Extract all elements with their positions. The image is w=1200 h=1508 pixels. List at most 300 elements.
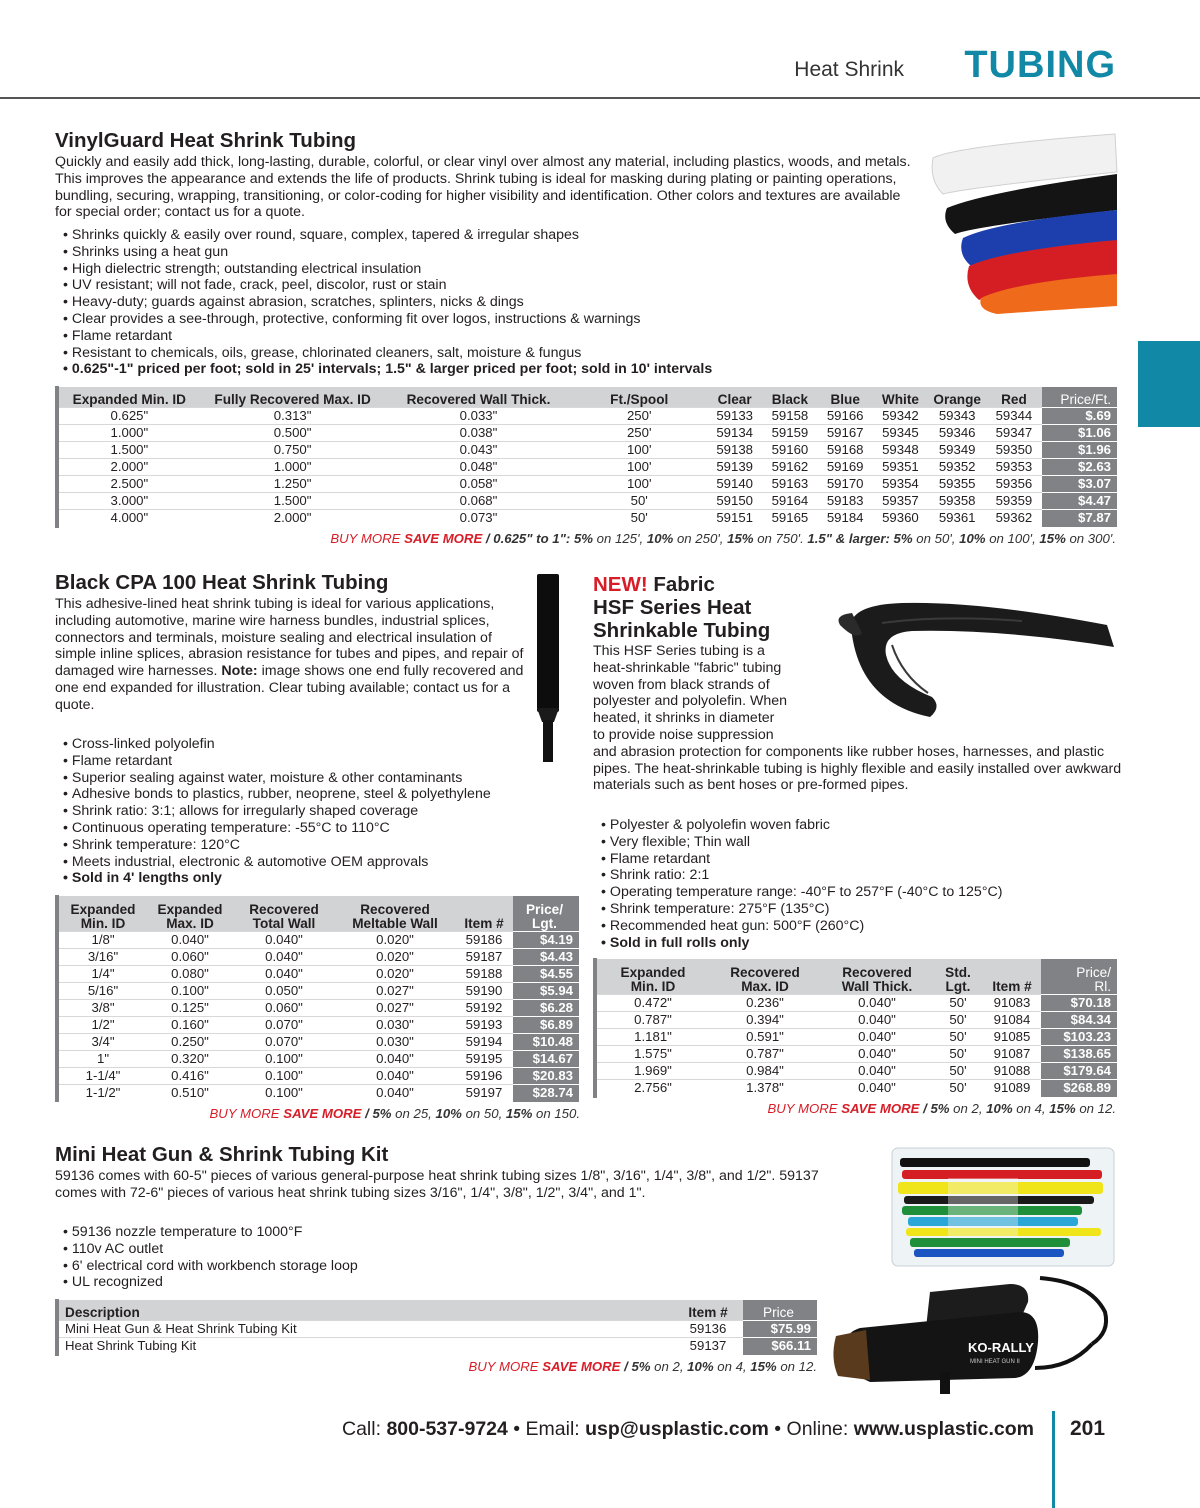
table-cell: 1-1/4" bbox=[59, 1068, 147, 1085]
cpa-bullet: • Shrink temperature: 120°C bbox=[63, 837, 491, 854]
table-cell: 0.027" bbox=[335, 1000, 455, 1017]
table-cell: 1/8" bbox=[59, 932, 147, 949]
table-cell: 59165 bbox=[762, 510, 817, 527]
table-cell: 59187 bbox=[455, 949, 513, 966]
column-header bbox=[513, 896, 579, 932]
table-cell: 0.020" bbox=[335, 966, 455, 983]
discount-pct: 5% bbox=[570, 531, 594, 546]
table-cell: 50' bbox=[571, 493, 707, 510]
vinyl-bullet: • UV resistant; will not fade, crack, peel, discolor, rust or stain bbox=[63, 277, 712, 294]
table-cell: 0.472" bbox=[597, 995, 709, 1012]
table-row bbox=[597, 995, 1117, 1012]
footer-divider bbox=[1052, 1411, 1055, 1508]
table-cell: 100' bbox=[571, 476, 707, 493]
column-header-line: Wall Thick. bbox=[841, 979, 913, 994]
table-cell: 50' bbox=[933, 1012, 983, 1029]
footer-phone[interactable]: 800-537-9724 bbox=[386, 1418, 508, 1440]
table-cell: 59359 bbox=[986, 493, 1041, 510]
fabric-description bbox=[593, 643, 1123, 794]
kit-table-body bbox=[59, 1321, 817, 1355]
price-cell: $70.18 bbox=[1041, 995, 1117, 1012]
column-header-line: Lgt. bbox=[532, 916, 557, 931]
table-cell: 1.000" bbox=[59, 425, 200, 442]
column-header: Orange bbox=[928, 387, 986, 408]
table-cell: 0.416" bbox=[147, 1068, 233, 1085]
separator: / bbox=[919, 1101, 931, 1116]
column-header bbox=[821, 959, 933, 995]
vinyl-title: VinylGuard Heat Shrink Tubing bbox=[55, 129, 357, 152]
discount-qty: on 100', bbox=[985, 531, 1040, 546]
discount-pct: 15% bbox=[727, 531, 754, 546]
table-cell: 0.040" bbox=[821, 995, 933, 1012]
table-header-row bbox=[59, 1300, 817, 1321]
cpa-bullet: • Meets industrial, electronic & automotive OEM approvals bbox=[63, 854, 491, 871]
table-cell: 59138 bbox=[707, 442, 762, 459]
table-cell: 59160 bbox=[762, 442, 817, 459]
table-cell: Heat Shrink Tubing Kit bbox=[59, 1338, 673, 1355]
column-header bbox=[709, 959, 821, 995]
table-cell: 0.320" bbox=[147, 1051, 233, 1068]
column-header: Item # bbox=[673, 1300, 743, 1321]
table-row bbox=[59, 408, 1117, 425]
table-cell: 0.510" bbox=[147, 1085, 233, 1102]
discount-pct: 5% bbox=[889, 531, 913, 546]
table-cell: 0.060" bbox=[233, 1000, 335, 1017]
table-cell: 0.100" bbox=[147, 983, 233, 1000]
column-header-line: Min. ID bbox=[630, 979, 676, 994]
price-cell: $2.63 bbox=[1042, 459, 1117, 476]
table-row bbox=[59, 1000, 579, 1017]
table-cell: 59193 bbox=[455, 1017, 513, 1034]
vinyl-table-body bbox=[59, 408, 1117, 527]
table-row bbox=[597, 1029, 1117, 1046]
table-cell: 91089 bbox=[983, 1080, 1041, 1097]
table-cell: 0.068" bbox=[386, 493, 572, 510]
price-cell: $7.87 bbox=[1042, 510, 1117, 527]
table-cell: 59342 bbox=[873, 408, 928, 425]
column-header: Recovered Wall Thick. bbox=[386, 387, 572, 408]
cpa-bullet: • Superior sealing against water, moisture & other contaminants bbox=[63, 770, 491, 787]
column-header bbox=[147, 896, 233, 932]
cpa-bullet: • Adhesive bonds to plastics, rubber, neoprene, steel & polyethylene bbox=[63, 786, 491, 803]
table-row bbox=[59, 459, 1117, 476]
fabric-bullet: • Operating temperature range: -40°F to 257°F (-40°C to 125°C) bbox=[601, 884, 1002, 901]
table-cell: 0.787" bbox=[597, 1012, 709, 1029]
column-header-line: Item # bbox=[992, 979, 1032, 994]
fabric-table bbox=[597, 958, 1117, 1097]
table-cell: 0.040" bbox=[233, 932, 335, 949]
column-header: Ft./Spool bbox=[571, 387, 707, 408]
discount-pct: 15% bbox=[1049, 1101, 1076, 1116]
discount-group: 1.5" & larger: bbox=[807, 531, 890, 546]
vinyl-bullet: • Clear provides a see-through, protective, conforming fit over logos, instructions & warnings bbox=[63, 311, 712, 328]
table-cell: 59139 bbox=[707, 459, 762, 476]
footer-label: • Email: bbox=[507, 1418, 586, 1440]
vinyl-bullets bbox=[63, 227, 712, 378]
price-cell: $103.23 bbox=[1041, 1029, 1117, 1046]
discount-qty: on 4, bbox=[1012, 1101, 1050, 1116]
discount-qty: on 125', bbox=[593, 531, 647, 546]
separator: / bbox=[361, 1106, 373, 1121]
table-cell: 59140 bbox=[707, 476, 762, 493]
table-cell: 0.080" bbox=[147, 966, 233, 983]
table-cell: 0.250" bbox=[147, 1034, 233, 1051]
kit-buy-more bbox=[468, 1359, 817, 1374]
table-cell: 59362 bbox=[986, 510, 1041, 527]
table-cell: 0.040" bbox=[233, 949, 335, 966]
table-cell: 1.181" bbox=[597, 1029, 709, 1046]
table-cell: 0.033" bbox=[386, 408, 572, 425]
fabric-description-line: This HSF Series tubing is a bbox=[593, 643, 765, 659]
table-row bbox=[59, 949, 579, 966]
column-header-line: Recovered bbox=[360, 902, 430, 917]
table-cell: 0.043" bbox=[386, 442, 572, 459]
column-header: Fully Recovered Max. ID bbox=[200, 387, 386, 408]
table-cell: 1.500" bbox=[200, 493, 386, 510]
table-row bbox=[59, 1034, 579, 1051]
table-cell: 100' bbox=[571, 442, 707, 459]
column-header bbox=[233, 896, 335, 932]
table-cell: 0.058" bbox=[386, 476, 572, 493]
table-cell: 100' bbox=[571, 459, 707, 476]
table-cell: 3.000" bbox=[59, 493, 200, 510]
table-cell: 59133 bbox=[707, 408, 762, 425]
table-cell: 1.378" bbox=[709, 1080, 821, 1097]
discount-qty: on 2, bbox=[949, 1101, 987, 1116]
table-cell: 59188 bbox=[455, 966, 513, 983]
table-cell: 50' bbox=[933, 1046, 983, 1063]
table-cell: 59197 bbox=[455, 1085, 513, 1102]
heat-gun-photo bbox=[830, 1272, 1115, 1397]
table-row bbox=[597, 1063, 1117, 1080]
table-cell: 0.070" bbox=[233, 1017, 335, 1034]
tubing-kit-photo bbox=[888, 1142, 1116, 1270]
table-cell: 59159 bbox=[762, 425, 817, 442]
column-header: Price bbox=[743, 1300, 817, 1321]
column-header-line: Max. ID bbox=[741, 979, 789, 994]
column-header bbox=[1041, 959, 1117, 995]
discount-qty: on 50, bbox=[461, 1106, 506, 1121]
table-cell: 59194 bbox=[455, 1034, 513, 1051]
price-cell: $14.67 bbox=[513, 1051, 579, 1068]
price-cell: $1.96 bbox=[1042, 442, 1117, 459]
cpa-title: Black CPA 100 Heat Shrink Tubing bbox=[55, 571, 389, 594]
column-header-line: Std. bbox=[945, 965, 971, 980]
table-row bbox=[59, 1085, 579, 1102]
table-cell: 59137 bbox=[673, 1338, 743, 1355]
table-cell: 59358 bbox=[928, 493, 986, 510]
fabric-bullets bbox=[601, 817, 1002, 951]
table-cell: 0.050" bbox=[233, 983, 335, 1000]
table-row bbox=[59, 476, 1117, 493]
save-more-label: SAVE MORE bbox=[841, 1101, 920, 1116]
header-subtitle: Heat Shrink bbox=[794, 58, 904, 81]
table-cell: 1/2" bbox=[59, 1017, 147, 1034]
footer-website[interactable]: www.usplastic.com bbox=[853, 1418, 1034, 1440]
table-cell: 0.040" bbox=[335, 1051, 455, 1068]
table-cell: 59168 bbox=[818, 442, 873, 459]
vinyl-tubing-photo bbox=[925, 130, 1120, 315]
column-header bbox=[933, 959, 983, 995]
buy-more-label: BUY MORE bbox=[767, 1101, 842, 1116]
section-tab bbox=[1138, 341, 1200, 427]
discount-qty: on 50', bbox=[912, 531, 960, 546]
table-cell: 59355 bbox=[928, 476, 986, 493]
column-header-line: Item # bbox=[464, 916, 504, 931]
fabric-bullet: • Shrink ratio: 2:1 bbox=[601, 867, 1002, 884]
fabric-description-line: and abrasion protection for components like rubber hoses, harnesses, and plastic pipes. The heat-shrinkable tubing is highly flexible and easily installed over awkward materials such as bent hoses or pre-formed pipes. bbox=[593, 743, 1122, 794]
table-cell: 59163 bbox=[762, 476, 817, 493]
discount-qty: on 150. bbox=[532, 1106, 580, 1121]
column-header bbox=[597, 959, 709, 995]
column-header bbox=[983, 959, 1041, 995]
table-cell: 1" bbox=[59, 1051, 147, 1068]
table-cell: 0.750" bbox=[200, 442, 386, 459]
column-header-line: Expanded bbox=[157, 902, 223, 917]
table-row bbox=[59, 1338, 817, 1355]
cpa-table-body bbox=[59, 932, 579, 1102]
table-cell: 250' bbox=[571, 408, 707, 425]
table-cell: 0.020" bbox=[335, 932, 455, 949]
table-row bbox=[59, 442, 1117, 459]
price-cell: $10.48 bbox=[513, 1034, 579, 1051]
table-cell: 0.040" bbox=[821, 1012, 933, 1029]
cpa-table bbox=[59, 895, 579, 1102]
table-cell: 0.040" bbox=[233, 966, 335, 983]
table-cell: 59183 bbox=[818, 493, 873, 510]
table-cell: 0.040" bbox=[821, 1080, 933, 1097]
cpa-bullet-bold: • Sold in 4' lengths only bbox=[63, 870, 491, 887]
price-cell: $20.83 bbox=[513, 1068, 579, 1085]
vinyl-bullet-bold: • 0.625"-1" priced per foot; sold in 25' intervals; 1.5" & larger priced per foot; sold in 10' intervals bbox=[63, 361, 712, 378]
table-cell: 2.000" bbox=[200, 510, 386, 527]
table-cell: 2.000" bbox=[59, 459, 200, 476]
table-row bbox=[597, 1012, 1117, 1029]
footer-email[interactable]: usp@usplastic.com bbox=[585, 1418, 769, 1440]
table-cell: 59167 bbox=[818, 425, 873, 442]
discount-pct: 15% bbox=[1039, 531, 1066, 546]
table-row bbox=[59, 1321, 817, 1338]
table-cell: 0.040" bbox=[335, 1085, 455, 1102]
table-cell: 0.313" bbox=[200, 408, 386, 425]
table-cell: 3/8" bbox=[59, 1000, 147, 1017]
kit-bullet: • UL recognized bbox=[63, 1274, 358, 1291]
fabric-title bbox=[593, 573, 770, 642]
table-cell: 59351 bbox=[873, 459, 928, 476]
table-cell: 0.027" bbox=[335, 983, 455, 1000]
table-cell: 0.236" bbox=[709, 995, 821, 1012]
kit-bullet: • 59136 nozzle temperature to 1000°F bbox=[63, 1224, 358, 1241]
table-cell: 50' bbox=[933, 1063, 983, 1080]
save-more-label: SAVE MORE bbox=[404, 531, 483, 546]
column-header-line: Min. ID bbox=[80, 916, 126, 931]
discount-pct: 5% bbox=[631, 1359, 651, 1374]
table-cell: 59150 bbox=[707, 493, 762, 510]
vinyl-bullet: • Shrinks quickly & easily over round, square, complex, tapered & irregular shapes bbox=[63, 227, 712, 244]
table-cell: 0.591" bbox=[709, 1029, 821, 1046]
cpa-note-label: Note: bbox=[221, 663, 258, 680]
table-cell: 3/4" bbox=[59, 1034, 147, 1051]
column-header-line: Meltable Wall bbox=[352, 916, 438, 931]
price-cell: $66.11 bbox=[743, 1338, 817, 1355]
table-cell: 59348 bbox=[873, 442, 928, 459]
heat-gun-brand: KO-RALLY bbox=[968, 1340, 1034, 1355]
table-cell: 59346 bbox=[928, 425, 986, 442]
cpa-description-text: image shows one end fully recovered and one end expanded for illustration. Clear tubing available; contact us for a quote. bbox=[55, 663, 524, 713]
price-cell: $28.74 bbox=[513, 1085, 579, 1102]
fabric-bullet-bold: • Sold in full rolls only bbox=[601, 935, 1002, 952]
table-cell: 59343 bbox=[928, 408, 986, 425]
column-header-line: Recovered bbox=[249, 902, 319, 917]
page-number: 201 bbox=[1070, 1417, 1106, 1440]
table-cell: 59361 bbox=[928, 510, 986, 527]
buy-more-label: BUY MORE bbox=[468, 1359, 543, 1374]
table-row bbox=[59, 493, 1117, 510]
table-cell: 0.100" bbox=[233, 1068, 335, 1085]
table-cell: 59170 bbox=[818, 476, 873, 493]
table-header-row bbox=[59, 387, 1117, 408]
fabric-bullet: • Shrink temperature: 275°F (135°C) bbox=[601, 901, 1002, 918]
table-cell: 0.048" bbox=[386, 459, 572, 476]
column-header-line: Recovered bbox=[842, 965, 912, 980]
table-cell: 59196 bbox=[455, 1068, 513, 1085]
discount-pct: 5% bbox=[930, 1101, 950, 1116]
table-cell: 0.787" bbox=[709, 1046, 821, 1063]
table-cell: 250' bbox=[571, 425, 707, 442]
discount-pct: 15% bbox=[750, 1359, 777, 1374]
kit-description: 59136 comes with 60-5" pieces of various general-purpose heat shrink tubing sizes 1/8", 3/16", 1/4", 3/8", and 1/2". 59137 comes with 72-6" pieces of various heat shrink tubing sizes 3/16", 1/4", 3/8", 1/2", 3/4", and 1". bbox=[55, 1168, 819, 1201]
table-cell: 0.038" bbox=[386, 425, 572, 442]
price-cell: $138.65 bbox=[1041, 1046, 1117, 1063]
table-cell: 91087 bbox=[983, 1046, 1041, 1063]
kit-table bbox=[59, 1299, 817, 1355]
price-cell: $84.34 bbox=[1041, 1012, 1117, 1029]
column-header-line: Lgt. bbox=[945, 979, 971, 994]
vinyl-description: Quickly and easily add thick, long-lasting, durable, colorful, or clear vinyl over almost any material, including plastics, woods, and metals. This improves the appearance and extends the life of products. Shrink tubing is ideal for masking during plating or painting operations, bundling, securing, wrapping, transitioning, or color-coding for higher visibility and identification. Other colors and textures are available for special order; contact us for a quote. bbox=[55, 154, 911, 221]
table-cell: 59356 bbox=[986, 476, 1041, 493]
discount-group: 0.625" to 1": bbox=[493, 531, 571, 546]
discount-qty: on 750'. bbox=[753, 531, 808, 546]
price-cell: $6.89 bbox=[513, 1017, 579, 1034]
column-header: White bbox=[873, 387, 928, 408]
heat-gun-model: MINI HEAT GUN II bbox=[970, 1359, 1020, 1365]
column-header-line: Price/ bbox=[525, 902, 564, 917]
save-more-label: SAVE MORE bbox=[283, 1106, 362, 1121]
fabric-bullet: • Recommended heat gun: 500°F (260°C) bbox=[601, 918, 1002, 935]
discount-qty: on 12. bbox=[1075, 1101, 1116, 1116]
table-header-row bbox=[597, 959, 1117, 995]
table-cell: 0.394" bbox=[709, 1012, 821, 1029]
fabric-description-line: heat-shrinkable "fabric" tubing bbox=[593, 659, 782, 676]
header-title: TUBING bbox=[964, 44, 1116, 86]
table-cell: 50' bbox=[933, 1080, 983, 1097]
footer-contact bbox=[342, 1418, 1034, 1441]
vinyl-table bbox=[59, 386, 1117, 527]
kit-title: Mini Heat Gun & Shrink Tubing Kit bbox=[55, 1143, 389, 1166]
vinyl-bullet: • Shrinks using a heat gun bbox=[63, 244, 712, 261]
table-cell: 59354 bbox=[873, 476, 928, 493]
table-cell: 1.000" bbox=[200, 459, 386, 476]
table-cell: 50' bbox=[571, 510, 707, 527]
price-cell: $4.47 bbox=[1042, 493, 1117, 510]
table-cell: 59134 bbox=[707, 425, 762, 442]
table-cell: 0.060" bbox=[147, 949, 233, 966]
table-cell: 0.020" bbox=[335, 949, 455, 966]
price-cell: $75.99 bbox=[743, 1321, 817, 1338]
table-cell: 0.100" bbox=[233, 1085, 335, 1102]
table-cell: 91088 bbox=[983, 1063, 1041, 1080]
fabric-bullet: • Polyester & polyolefin woven fabric bbox=[601, 817, 1002, 834]
kit-bullets bbox=[63, 1224, 358, 1291]
discount-pct: 10% bbox=[435, 1106, 462, 1121]
table-cell: 0.160" bbox=[147, 1017, 233, 1034]
footer-label: Call: bbox=[342, 1418, 387, 1440]
fabric-table-body bbox=[597, 995, 1117, 1097]
table-cell: 1/4" bbox=[59, 966, 147, 983]
discount-pct: 10% bbox=[687, 1359, 714, 1374]
discount-pct: 10% bbox=[959, 531, 986, 546]
table-cell: 59195 bbox=[455, 1051, 513, 1068]
fabric-buy-more bbox=[767, 1101, 1116, 1116]
table-cell: 0.100" bbox=[233, 1051, 335, 1068]
price-cell: $4.55 bbox=[513, 966, 579, 983]
cpa-tubing-photo bbox=[533, 574, 565, 764]
column-header: Description bbox=[59, 1300, 673, 1321]
vinyl-bullet: • High dielectric strength; outstanding electrical insulation bbox=[63, 261, 712, 278]
table-cell: 0.500" bbox=[200, 425, 386, 442]
table-row bbox=[59, 510, 1117, 527]
table-cell: 0.040" bbox=[821, 1063, 933, 1080]
separator: / bbox=[620, 1359, 632, 1374]
column-header: Price/Ft. bbox=[1042, 387, 1117, 408]
discount-pct: 10% bbox=[646, 531, 674, 546]
price-cell: $.69 bbox=[1042, 408, 1117, 425]
save-more-label: SAVE MORE bbox=[542, 1359, 621, 1374]
table-cell: 3/16" bbox=[59, 949, 147, 966]
vinyl-bullet: • Flame retardant bbox=[63, 328, 712, 345]
column-header bbox=[59, 896, 147, 932]
price-cell: $1.06 bbox=[1042, 425, 1117, 442]
table-cell: 4.000" bbox=[59, 510, 200, 527]
fabric-title-text: HSF Series Heat bbox=[593, 596, 752, 619]
table-cell: 91084 bbox=[983, 1012, 1041, 1029]
table-cell: 1-1/2" bbox=[59, 1085, 147, 1102]
column-header: Blue bbox=[818, 387, 873, 408]
cpa-bullet: • Flame retardant bbox=[63, 753, 491, 770]
table-cell: 59349 bbox=[928, 442, 986, 459]
column-header-line: Max. ID bbox=[166, 916, 214, 931]
table-cell: Mini Heat Gun & Heat Shrink Tubing Kit bbox=[59, 1321, 673, 1338]
column-header-line: Expanded bbox=[620, 965, 686, 980]
cpa-bullet: • Shrink ratio: 3:1; allows for irregularly shaped coverage bbox=[63, 803, 491, 820]
price-cell: $268.89 bbox=[1041, 1080, 1117, 1097]
table-cell: 1.969" bbox=[597, 1063, 709, 1080]
price-cell: $4.19 bbox=[513, 932, 579, 949]
table-row bbox=[59, 425, 1117, 442]
fabric-description-line: to provide noise suppression bbox=[593, 726, 774, 743]
price-cell: $3.07 bbox=[1042, 476, 1117, 493]
table-cell: 1.250" bbox=[200, 476, 386, 493]
column-header: Red bbox=[986, 387, 1041, 408]
table-cell: 59357 bbox=[873, 493, 928, 510]
discount-pct: 5% bbox=[372, 1106, 392, 1121]
header-rule bbox=[0, 97, 1200, 99]
vinyl-buy-more bbox=[330, 531, 1116, 546]
table-cell: 59162 bbox=[762, 459, 817, 476]
fabric-description-line: woven from black strands of bbox=[593, 676, 770, 693]
table-row bbox=[59, 932, 579, 949]
table-cell: 0.030" bbox=[335, 1034, 455, 1051]
